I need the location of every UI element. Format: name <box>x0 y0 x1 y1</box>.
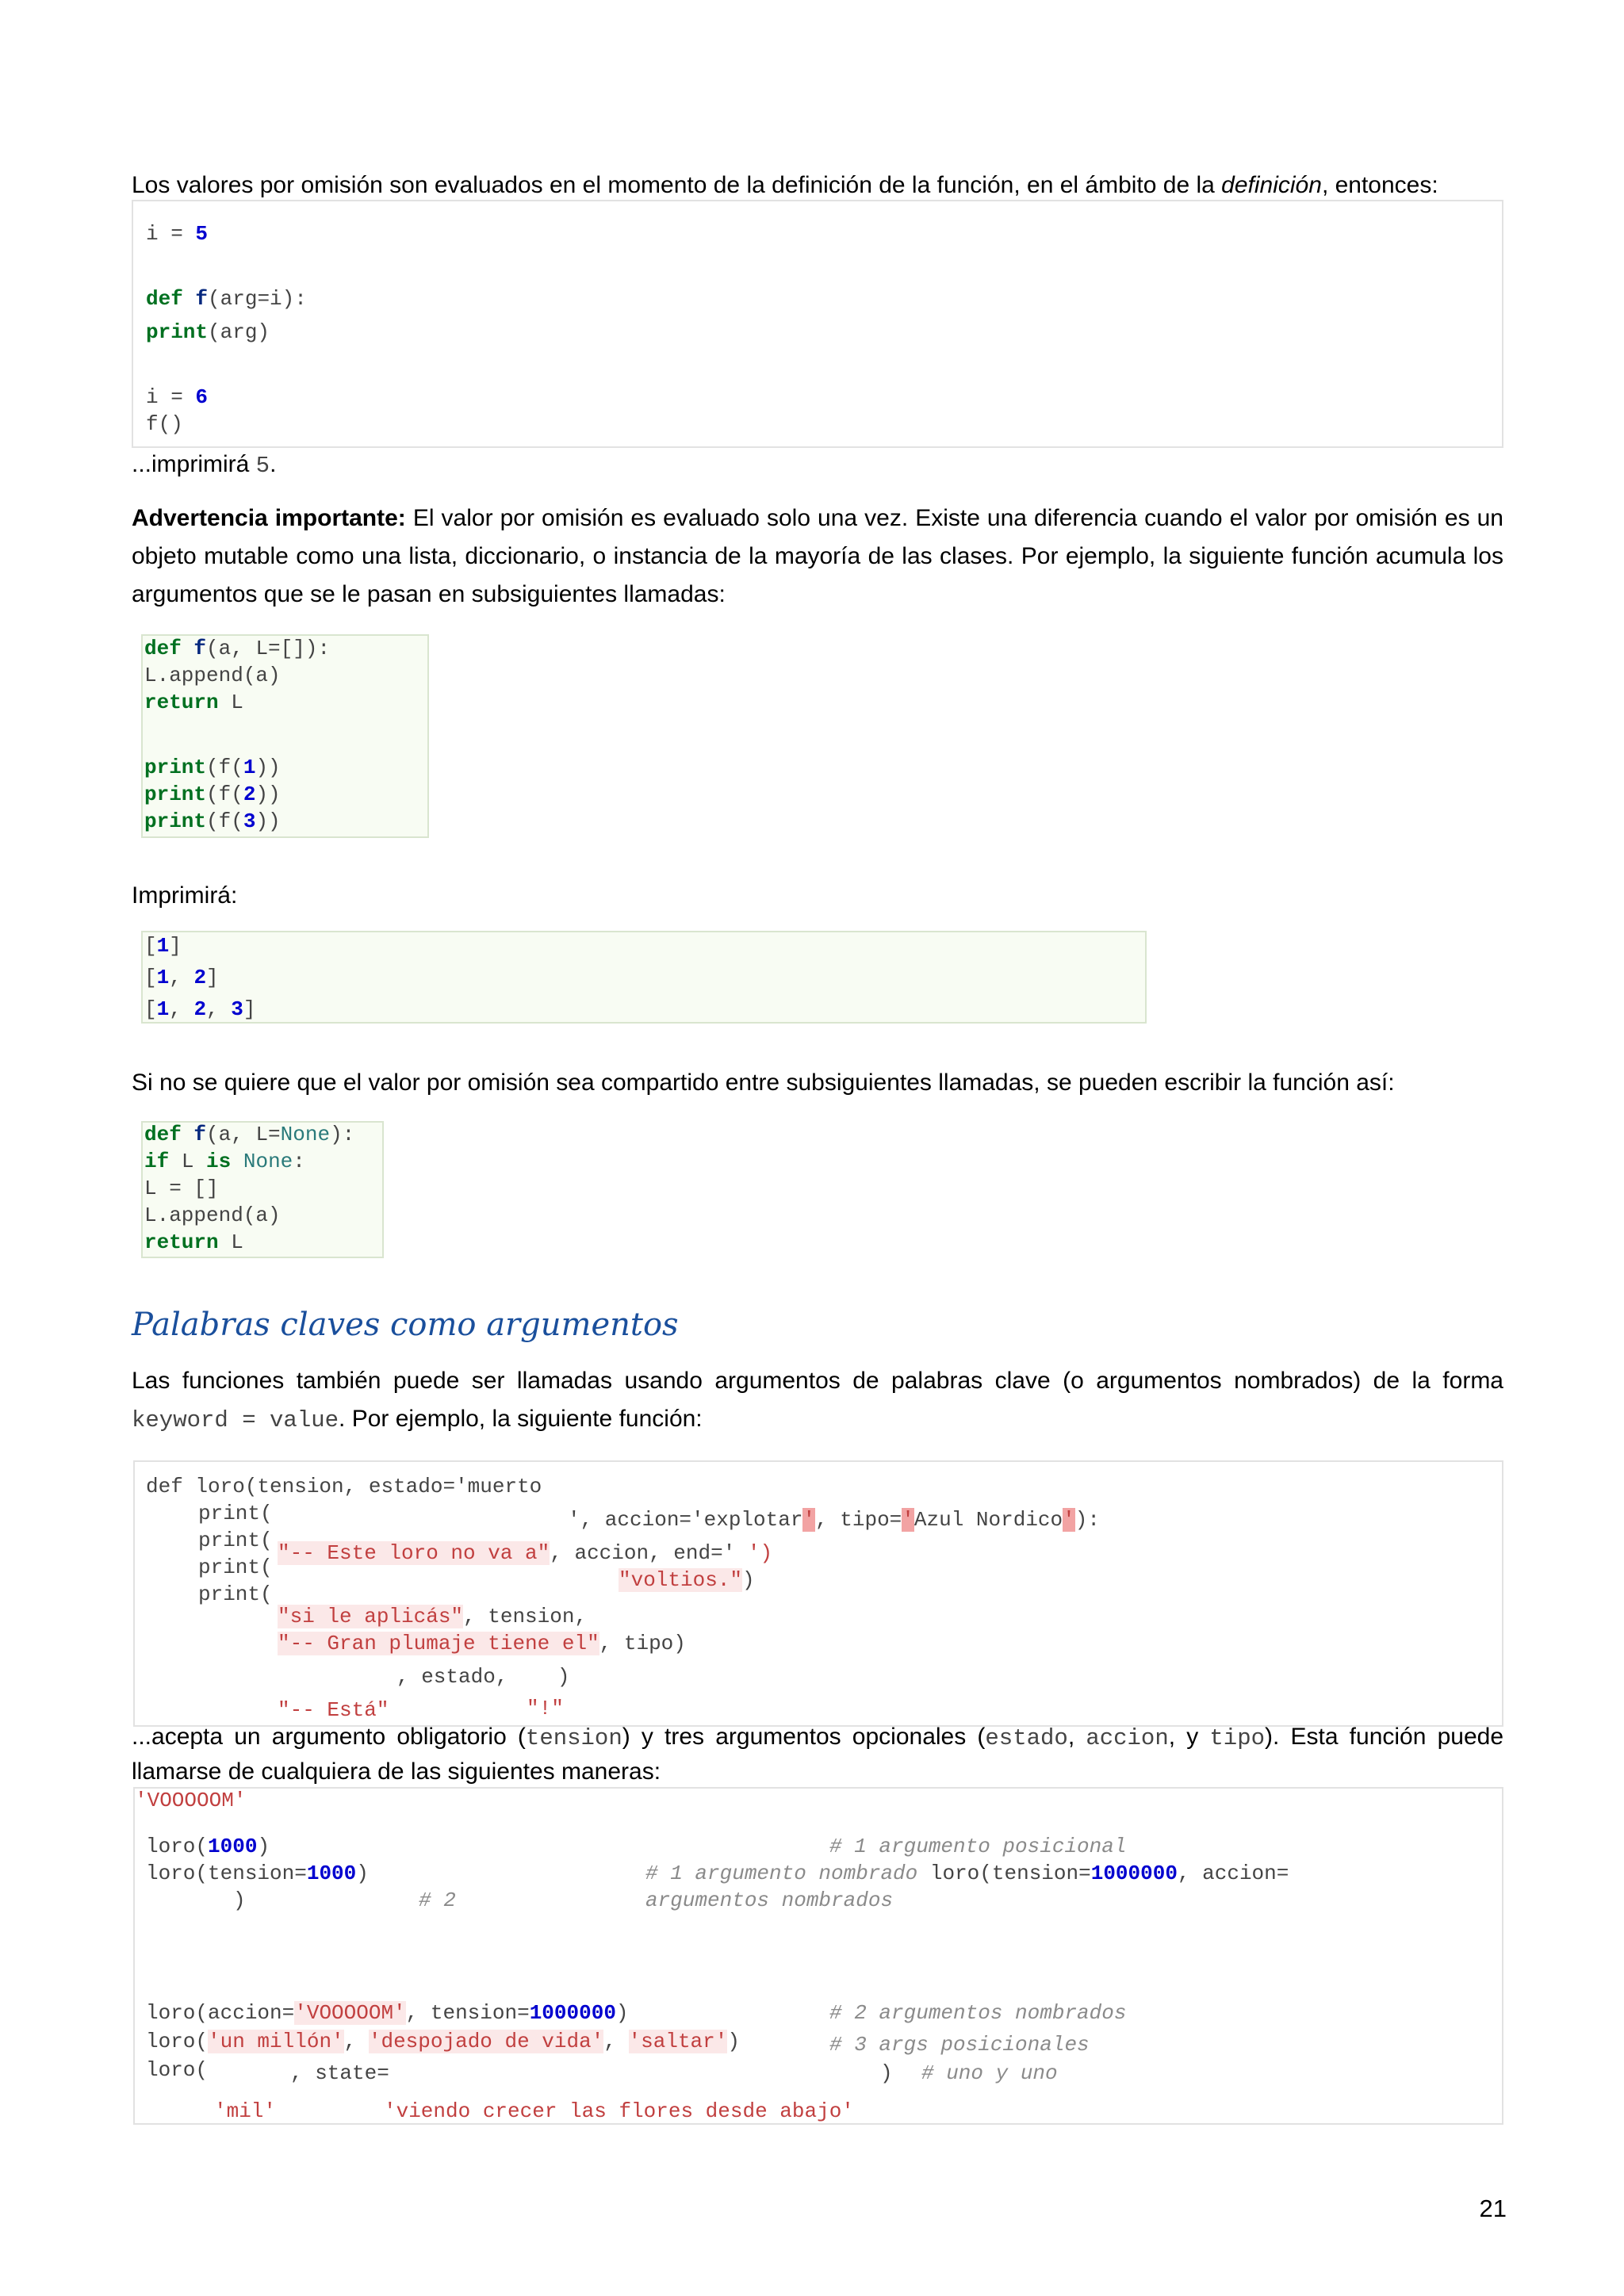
code-line: "-- Este loro no va a", accion, end=' ') <box>278 1541 773 1565</box>
code-block-loro-def <box>133 1460 1503 1727</box>
code-line: if L is None: <box>144 1150 305 1173</box>
code-line: loro(accion='VOOOOOM', tension=1000000) <box>146 2001 629 2025</box>
code-line: 'mil' <box>214 2099 277 2123</box>
code-line: loro( <box>146 2058 209 2082</box>
code-line: print(arg) <box>146 320 270 344</box>
code-line: [1, 2, 3] <box>144 997 256 1021</box>
text: Los valores por omisión son evaluados en el momento de la definición de la función, en el ámbito de la <box>132 172 1222 198</box>
code-comment: # uno y uno <box>921 2061 1058 2085</box>
code-line: "-- Está" <box>278 1698 389 1722</box>
code-line: [1] <box>144 934 182 958</box>
emphasis-definicion: definición <box>1221 172 1322 198</box>
code-line: print(f(1)) <box>144 756 281 779</box>
code-line: L.append(a) <box>144 664 281 687</box>
code-line: return L <box>144 691 243 714</box>
code-line: print(f(2)) <box>144 783 281 806</box>
code-comment: argumentos nombrados <box>645 1888 894 1912</box>
paragraph-loro-accepts: ...acepta un argumento obligatorio (tension) y tres argumentos opcionales (estado, accion, y tipo). Esta función puede llamarse de cualquiera de las siguientes maneras: <box>132 1724 1503 1785</box>
warning-label: Advertencia importante: <box>132 505 406 531</box>
code-line: ) <box>233 1888 246 1912</box>
code-line: loro('un millón', 'despojado de vida', 'saltar') <box>146 2030 740 2053</box>
code-line: # 1 argumento nombrado loro(tension=1000000, accion= <box>645 1862 1289 1885</box>
code-line: L.append(a) <box>144 1203 281 1227</box>
code-line: print( <box>198 1556 273 1579</box>
code-line: loro(tension=1000) <box>146 1862 369 1885</box>
code-comment: # 3 args posicionales <box>829 2033 1090 2057</box>
code-line: , state= <box>290 2061 389 2085</box>
code-comment: # 2 <box>419 1888 456 1912</box>
code-line: return L <box>144 1230 243 1254</box>
code-line: "-- Gran plumaje tiene el", tipo) <box>278 1632 686 1655</box>
code-line: def f(a, L=None): <box>144 1123 355 1146</box>
code-line: , estado, ) <box>396 1665 570 1689</box>
code-line: def loro(tension, estado='muerto <box>146 1475 542 1498</box>
paragraph-prints-5: ...imprimirá 5. <box>132 451 277 479</box>
code-line: def f(arg=i): <box>146 287 307 311</box>
code-line: "voltios.") <box>619 1568 755 1592</box>
page-number: 21 <box>1479 2195 1507 2222</box>
section-heading: Palabras claves como argumentos <box>132 1307 679 1343</box>
code-line: i = 5 <box>146 222 209 246</box>
code-line: 'VOOOOOM' <box>135 1789 247 1812</box>
code-line: L = [] <box>144 1177 219 1200</box>
paragraph-default-values <box>132 166 1503 205</box>
paragraph-imprimira: Imprimirá: <box>132 882 238 909</box>
code-comment: # 1 argumento posicional <box>829 1835 1127 1858</box>
text: , entonces: <box>1321 172 1438 198</box>
code-line: print( <box>198 1582 273 1606</box>
code-block-default-eval <box>132 200 1503 448</box>
code-line: loro(1000) <box>146 1835 270 1858</box>
code-comment: # 2 argumentos nombrados <box>829 2001 1127 2025</box>
code-line: def f(a, L=[]): <box>144 637 331 660</box>
code-line: [1, 2] <box>144 966 219 989</box>
code-line: print( <box>198 1529 273 1552</box>
paragraph-warning: Advertencia importante: El valor por omisión es evaluado solo una vez. Existe una diferencia cuando el valor por omisión es un objeto mutable como una lista, diccionario, o instancia de la mayoría de las clases. Por ejemplo, la siguiente función acumula los argumentos que se le pasan en subsiguientes llamadas: <box>132 505 1503 607</box>
paragraph-no-shared: Si no se quiere que el valor por omisión sea compartido entre subsiguientes llamadas, se pueden escribir la función así: <box>132 1070 1395 1096</box>
code-line: "si le aplicás", tension, <box>278 1605 588 1628</box>
code-line: print( <box>198 1502 273 1525</box>
code-line: ) <box>880 2061 893 2085</box>
code-line: "!" <box>527 1697 564 1720</box>
code-line: f() <box>146 412 183 436</box>
code-line: ', accion='explotar', tipo='Azul Nordico'): <box>568 1508 1100 1532</box>
code-line: 'viendo crecer las flores desde abajo' <box>384 2099 854 2123</box>
paragraph-keyword-args: Las funciones también puede ser llamadas usando argumentos de palabras clave (o argumentos nombrados) de la forma keyword = value. Por ejemplo, la siguiente función: <box>132 1368 1503 1433</box>
code-block-output <box>141 931 1147 1024</box>
code-line: print(f(3)) <box>144 809 281 833</box>
code-line: i = 6 <box>146 385 209 409</box>
